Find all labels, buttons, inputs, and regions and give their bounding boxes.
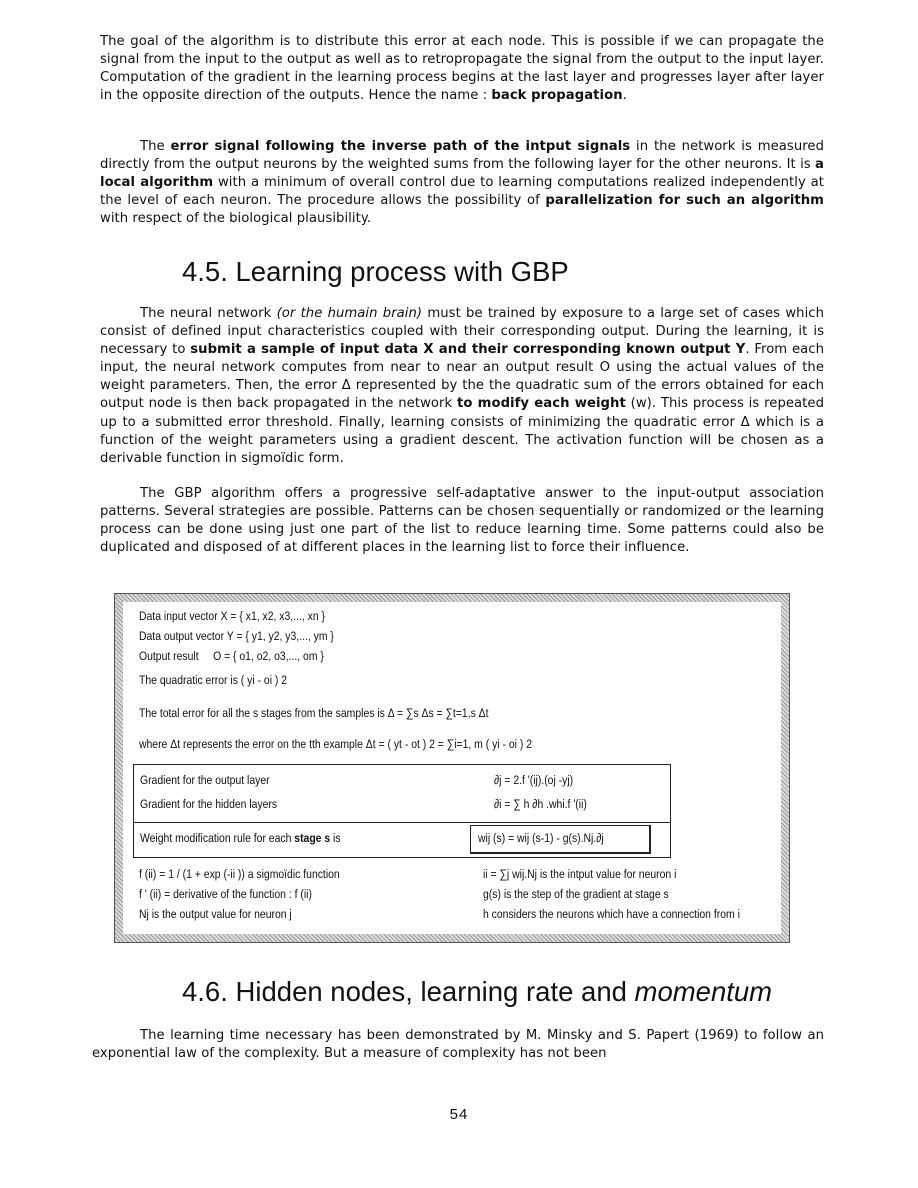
text: The neural network	[140, 306, 277, 321]
text: Output result	[139, 649, 199, 663]
footer-left-2: f ' (ii) = derivative of the function : f (ii)	[139, 887, 312, 901]
emphasis: to modify each weight	[457, 396, 626, 412]
text: The	[140, 139, 171, 154]
gradient-divider	[134, 822, 670, 823]
text: with a minimum of overall control due to learning computations realized independently at the level of each neuron. The procedure allows the possibility of	[100, 175, 824, 209]
text: Data input vector X = { x	[139, 609, 251, 623]
footer-right-2: g(s) is the step of the gradient at stage s	[483, 887, 669, 901]
text: 4.6. Hidden nodes, learning rate and	[182, 976, 635, 1007]
section-heading-4-5: 4.5. Learning process with GBP	[182, 256, 569, 287]
page-number: 54	[449, 1106, 469, 1123]
emphasis-back-propagation: back propagation	[491, 88, 623, 104]
text: must be trained by exposure to a large set of cases which consist of defined input characteristics coupled with their corresponding output. During the learning, it is necessary to	[100, 306, 825, 358]
paragraph-intro	[100, 33, 824, 105]
data-input-line	[139, 609, 325, 624]
emphasis: a local algorithm	[100, 157, 824, 191]
text: stage s	[294, 831, 331, 845]
text: O = { o1, o2, o3,..., om }	[213, 649, 324, 663]
text: in the network is measured directly from the output neurons by the weighted sums from the following layer for the other neurons. It is	[100, 139, 825, 173]
text: 1, x2, x3,..., xn }	[250, 609, 326, 623]
data-output-line: Data output vector Y = { y1, y2, y3,..., ym }	[139, 629, 334, 643]
emphasis: submit a sample of input data X and their corresponding known output Y	[190, 342, 746, 358]
weight-rule-label	[140, 831, 341, 846]
text: Weight modification rule for each	[140, 831, 295, 845]
paragraph-training	[100, 305, 824, 468]
paragraph-error-signal	[100, 138, 824, 228]
heading-italic: momentum	[634, 976, 773, 1007]
footer-right-1: ii = ∑j wij.Nj is the intput value for neuron i	[483, 867, 677, 881]
total-error-line: The total error for all the s stages from the samples is Δ = ∑s Δs = ∑t=1,s Δt	[139, 706, 489, 720]
gradient-frame	[133, 764, 671, 858]
emphasis: parallelization for such an algorithm	[545, 193, 824, 209]
gradient-output-formula: ∂j = 2.f '(ij).(oj -yj)	[494, 773, 574, 787]
text: is	[330, 831, 341, 845]
text: with respect of the biological plausibility.	[100, 211, 372, 227]
emphasis-italic: (or the humain brain)	[276, 306, 423, 321]
text: (w). This process is repeated up to a submitted error threshold. Finally, learning consists of minimizing the quadratic error Δ which is a function of the weight parameters using a gradient descent. The activation function will be chosen as a derivable function in sigmoïdic form.	[100, 396, 824, 466]
where-line: where Δt represents the error on the tth example Δt = ( yt - ot ) 2 = ∑i=1, m ( yi - oi ) 2	[139, 737, 532, 751]
text: The goal of the algorithm is to distribute this error at each node. This is possible if we can propagate the signal from the input to the output as well as to retropropagate the signal from the output to the input layer. Computation of the gradient in the learning process begins at the last layer and progresses layer after layer in the opposite direction of the outputs. Hence the name :	[100, 34, 824, 104]
gradient-hidden-label: Gradient for the hidden layers	[140, 797, 278, 811]
quadratic-error-line: The quadratic error is ( yi - oi ) 2	[139, 673, 288, 687]
algorithm-box-content	[123, 602, 781, 934]
weight-rule-formula: wij (s) = wij (s-1) - g(s).Nj.∂j	[478, 831, 604, 845]
algorithm-box	[114, 593, 790, 943]
paragraph-gbp-algorithm: The GBP algorithm offers a progressive self-adaptative answer to the input-output association patterns. Several strategies are possible. Patterns can be chosen sequentially or randomized or the learning process can be done using just one part of the list to reduce learning time. Some patterns could also be duplicated and disposed of at different places in the learning list to force their influence.	[100, 486, 824, 556]
emphasis: error signal following the inverse path of the intput signals	[170, 139, 631, 154]
gradient-output-label: Gradient for the output layer	[140, 773, 270, 787]
text: . From each input, the neural network computes from near to near an output result O using the actual values of the weight parameters. Then, the error Δ represented by the the quadratic sum of the errors obtained for each output node is then back propagated in the network	[100, 342, 824, 412]
footer-left-3: Nj is the output value for neuron j	[139, 907, 292, 921]
gradient-hidden-formula: ∂i = ∑ h ∂h .whi.f '(ii)	[494, 797, 587, 811]
section-heading-4-6	[182, 976, 772, 1008]
text: .	[622, 88, 627, 104]
footer-right-3: h considers the neurons which have a connection from i	[483, 907, 740, 921]
paragraph-learning-time: The learning time necessary has been demonstrated by M. Minsky and S. Papert (1969) to follow an exponential law of the complexity. But a measure of complexity has not been	[92, 1028, 824, 1062]
output-result-line	[139, 649, 324, 664]
footer-left-1: f (ii) = 1 / (1 + exp (-ii )) a sigmoïdic function	[139, 867, 340, 881]
